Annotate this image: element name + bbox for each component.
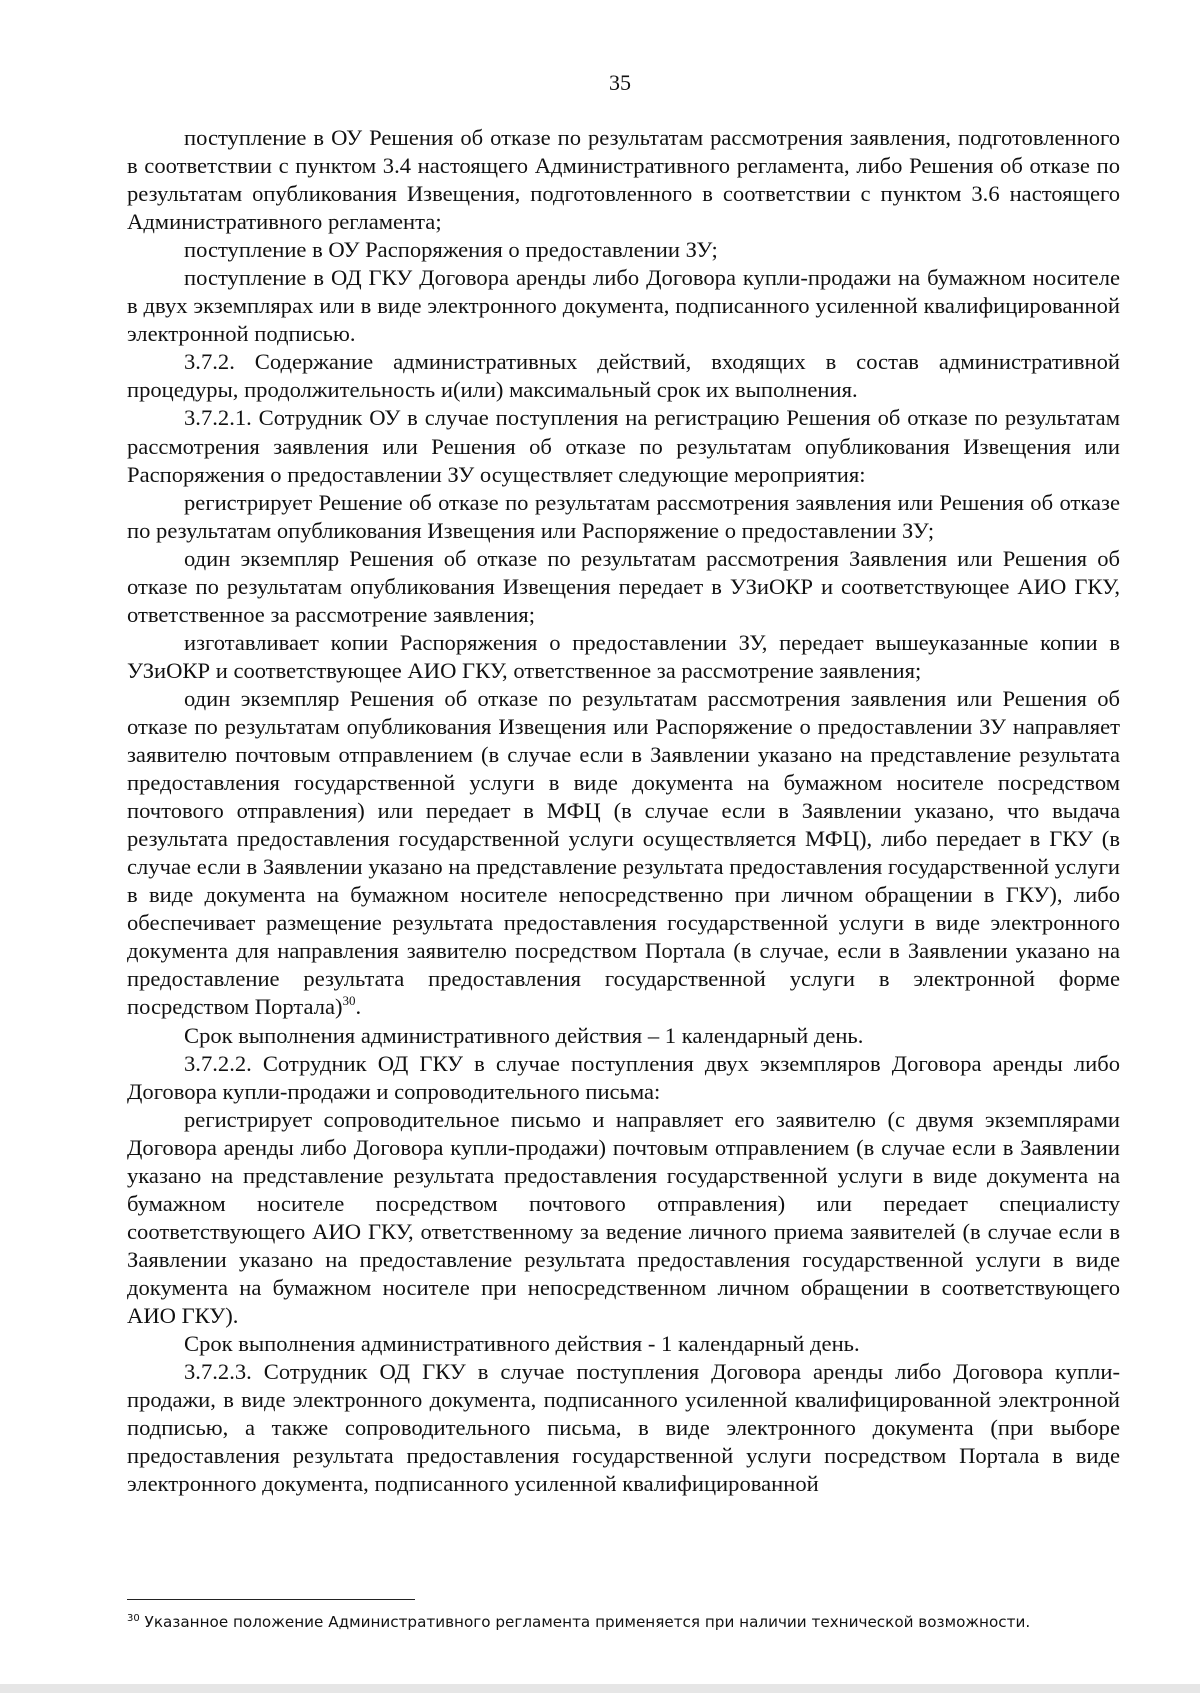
scan-bottom-edge — [0, 1684, 1200, 1693]
body-text — [127, 124, 1120, 1498]
paragraph: один экземпляр Решения об отказе по результатам рассмотрения Заявления или Решения об отказе по результатам опубликования Извещения передает в УЗиОКР и соответствующее АИО ГКУ, ответственное за рассмотрение заявления; — [127, 545, 1120, 627]
paragraph: изготавливает копии Распоряжения о предоставлении ЗУ, передает вышеуказанные копии в УЗиОКР и соответствующее АИО ГКУ, ответственное за рассмотрение заявления; — [127, 629, 1120, 683]
paragraph: 3.7.2.3. Сотрудник ОД ГКУ в случае поступления Договора аренды либо Договора купли-продажи, в виде электронного документа, подписанного усиленной квалифицированной электронной подписью, а также сопроводительного письма, в виде электронного документа (при выборе предоставления результата предоставления государственной услуги посредством Портала в виде электронного документа, подписанного усиленной квалифицированной — [127, 1359, 1120, 1497]
paragraph: Срок выполнения административного действия - 1 календарный день. — [184, 1331, 860, 1357]
paragraph-tail: . — [355, 994, 362, 1020]
paragraph: 3.7.2. Содержание административных действий, входящих в состав административной процедуры, продолжительность и(или) максимальный срок их выполнения. — [127, 349, 1120, 403]
paragraph: поступление в ОУ Распоряжения о предоставлении ЗУ; — [184, 237, 718, 263]
footnote-text: Указанное положение Административного регламента применяется при наличии технической возможности. — [139, 1613, 1031, 1631]
paragraph: поступление в ОД ГКУ Договора аренды либо Договора купли-продажи на бумажном носителе в двух экземплярах или в виде электронного документа, подписанного усиленной квалифицированной электронной подписью. — [127, 265, 1120, 347]
page-number: 35 — [609, 70, 631, 95]
paragraph-text: один экземпляр Решения об отказе по результатам рассмотрения заявления или Решения об отказе по результатам опубликования Извещения или Распоряжение о предоставлении ЗУ направляет заявителю почтовым отправлением (в случае если в Заявлении указано на представление результата предоставления государственной услуги в виде документа на бумажном носителе посредством почтового отправления) или передает в МФЦ (в случае если в Заявлении указано, что выдача результата предоставления государственной услуги осуществляется МФЦ), либо передает в ГКУ (в случае если в Заявлении указано на представление результата предоставления государственной услуги в виде документа на бумажном носителе непосредственно при личном обращении в ГКУ), либо обеспечивает размещение результата предоставления государственной услуги в виде электронного документа для направления заявителю посредством Портала (в случае, если в Заявлении указано на предоставление результата предоставления государственной услуги в электронной форме посредством Портала) — [127, 685, 1120, 1020]
paragraph: поступление в ОУ Решения об отказе по результатам рассмотрения заявления, подготовленного в соответствии с пунктом 3.4 настоящего Административного регламента, либо Решения об отказе по результатам опубликования Извещения, подготовленного в соответствии с пунктом 3.6 настоящего Административного регламента; — [127, 125, 1120, 235]
footnote-number: 30 — [127, 1613, 140, 1624]
paragraph: регистрирует сопроводительное письмо и направляет его заявителю (с двумя экземплярами Договора аренды либо Договора купли-продажи) почтовым отправлением (в случае если в Заявлении указано на представление результата предоставления государственной услуги в виде документа на бумажном носителе посредством почтового отправления) или передает специалисту соответствующего АИО ГКУ, ответственному за ведение личного приема заявителей (в случае если в Заявлении указано на предоставление результата предоставления государственной услуги в виде документа на бумажном носителе при непосредственном личном обращении в соответствующего АИО ГКУ). — [127, 1106, 1120, 1328]
paragraph: 3.7.2.1. Сотрудник ОУ в случае поступления на регистрацию Решения об отказе по результатам рассмотрения заявления или Решения об отказе по результатам опубликования Извещения или Распоряжения о предоставлении ЗУ осуществляет следующие мероприятия: — [127, 405, 1120, 487]
footnote-reference[interactable]: 30 — [342, 993, 356, 1009]
paragraph — [127, 685, 1120, 1022]
footnote-separator — [127, 1599, 415, 1600]
footnote — [127, 1612, 1127, 1632]
paragraph: регистрирует Решение об отказе по результатам рассмотрения заявления или Решения об отказе по результатам опубликования Извещения или Распоряжение о предоставлении ЗУ; — [127, 489, 1120, 543]
paragraph: 3.7.2.2. Сотрудник ОД ГКУ в случае поступления двух экземпляров Договора аренды либо Договора купли-продажи и сопроводительного письма: — [127, 1050, 1120, 1104]
paragraph: Срок выполнения административного действия – 1 календарный день. — [184, 1022, 864, 1048]
